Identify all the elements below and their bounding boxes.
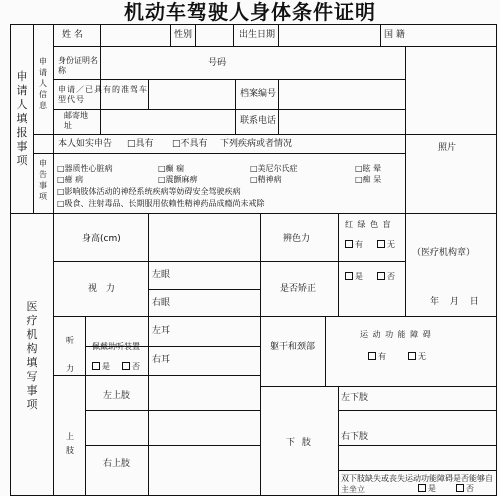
height-label: 身高(cm) [82, 234, 121, 244]
hearing-aid-label: 佩戴助听装置 [92, 342, 140, 351]
motor-impairment-yes[interactable]: 有 [368, 352, 386, 362]
left-ear-label: 左耳 [152, 326, 171, 336]
medical-section-label: 医疗机构填写事项 [26, 300, 38, 411]
exam-date-label: 年 月 日 [430, 297, 483, 307]
id-number-label: 号码 [208, 58, 227, 68]
left-lower-limb-label: 左下肢 [341, 393, 369, 403]
condition-paralysis-agitans[interactable]: □震颤麻痹 [158, 175, 198, 184]
lower-limb-label: 下 肢 [286, 438, 313, 448]
right-ear-label: 右耳 [152, 355, 171, 365]
birth-date-field[interactable] [279, 25, 380, 46]
both-lower-limbs-label: 双下肢缺失或丧失运动功能障碍是否能够自主坐立 [341, 474, 493, 494]
condition-drug-use[interactable]: □吸食、注射毒品、长期服用依赖性精神药品成瘾尚未戒除 [57, 199, 265, 208]
right-upper-limb-field[interactable] [149, 446, 260, 495]
trunk-neck-label: 躯干和颈部 [270, 342, 316, 352]
option-has[interactable]: □具有 [127, 139, 154, 149]
right-eye-field[interactable] [175, 290, 260, 316]
height-field[interactable] [149, 214, 260, 261]
color-blind-yes[interactable]: 有 [345, 240, 363, 250]
report-items-label: 申告事项 [39, 159, 47, 201]
option-has-not[interactable]: □不具有 [172, 139, 208, 149]
license-type-label: 申请／已具有的准驾车型代号 [58, 85, 148, 104]
motor-impairment-no[interactable]: 无 [408, 352, 426, 362]
corrected-no[interactable]: 否 [377, 272, 395, 282]
declaration-text: 本人如实申告 [58, 139, 113, 149]
right-lower-limb-label: 右下肢 [341, 432, 369, 442]
condition-dementia[interactable]: □痴 呆 [355, 175, 382, 184]
right-ear-field[interactable] [175, 347, 260, 375]
id-document-field[interactable] [101, 47, 201, 79]
license-type-field[interactable] [149, 80, 235, 109]
condition-epilepsy[interactable]: □癫 痫 [158, 164, 185, 173]
gender-label: 性别 [174, 30, 193, 40]
hospital-seal-label: （医疗机构章） [412, 248, 476, 258]
id-document-label: 身份证明名称 [58, 56, 98, 75]
record-number-field[interactable] [279, 80, 404, 109]
both-lower-limbs-no[interactable]: 否 [456, 484, 474, 494]
color-sense-label: 辨色力 [283, 234, 311, 244]
phone-field[interactable] [279, 110, 404, 134]
corrected-yes[interactable]: 是 [345, 272, 363, 282]
id-number-field[interactable] [235, 47, 404, 79]
mailing-address-label: 邮寄地址 [64, 111, 88, 130]
birth-date-label: 出生日期 [239, 30, 276, 40]
condition-vertigo[interactable]: □眩 晕 [355, 164, 382, 173]
form-title: 机动车驾驶人身体条件证明 [124, 0, 376, 24]
record-number-label: 档案编号 [240, 89, 277, 99]
condition-heart-disease[interactable]: □器质性心脏病 [57, 164, 113, 173]
mailing-address-field[interactable] [101, 110, 235, 134]
condition-psychosis[interactable]: □精神病 [250, 175, 282, 184]
color-blind-label: 红 绿 色 盲 [345, 220, 392, 229]
color-blind-no[interactable]: 无 [377, 240, 395, 250]
gender-field[interactable] [196, 25, 233, 46]
both-lower-limbs-yes[interactable]: 是 [418, 484, 436, 494]
left-ear-field[interactable] [175, 317, 260, 346]
left-upper-limb-field[interactable] [149, 376, 260, 410]
corrected-label: 是否矫正 [280, 284, 317, 294]
vision-label: 视 力 [88, 284, 118, 294]
upper-limb-label: 上肢 [66, 432, 74, 455]
applicant-info-label: 申请人信息 [39, 57, 47, 110]
nationality-label: 国 籍 [384, 30, 405, 40]
right-lower-limb-field[interactable] [380, 411, 496, 445]
left-eye-label: 左眼 [152, 270, 171, 280]
left-lower-limb-field[interactable] [380, 387, 496, 410]
left-eye-field[interactable] [175, 262, 260, 289]
condition-hysteria[interactable]: □癔 病 [57, 175, 84, 184]
left-upper-limb-label: 左上肢 [103, 391, 131, 401]
following-conditions-text: 下列疾病或者情况 [220, 139, 293, 149]
motor-impairment-label: 运 动 功 能 障 碍 [360, 330, 432, 339]
right-eye-label: 右眼 [152, 298, 171, 308]
photo-label: 照片 [438, 143, 457, 153]
right-upper-limb-label: 右上肢 [103, 459, 131, 469]
condition-meniere[interactable]: □美尼尔氏症 [250, 164, 298, 173]
hearing-label: 听力 [66, 336, 74, 373]
hearing-aid-no[interactable]: 否 [122, 362, 140, 372]
name-field[interactable] [101, 25, 170, 46]
name-label: 姓 名 [62, 30, 83, 40]
nationality-field[interactable] [420, 25, 495, 46]
applicant-section-label: 申请人填报事项 [16, 70, 28, 167]
condition-nervous-system[interactable]: □影响肢体活动的神经系统疾病等妨碍安全驾驶疾病 [57, 187, 241, 196]
hearing-aid-yes[interactable]: 是 [92, 362, 110, 372]
phone-label: 联系电话 [240, 116, 277, 126]
